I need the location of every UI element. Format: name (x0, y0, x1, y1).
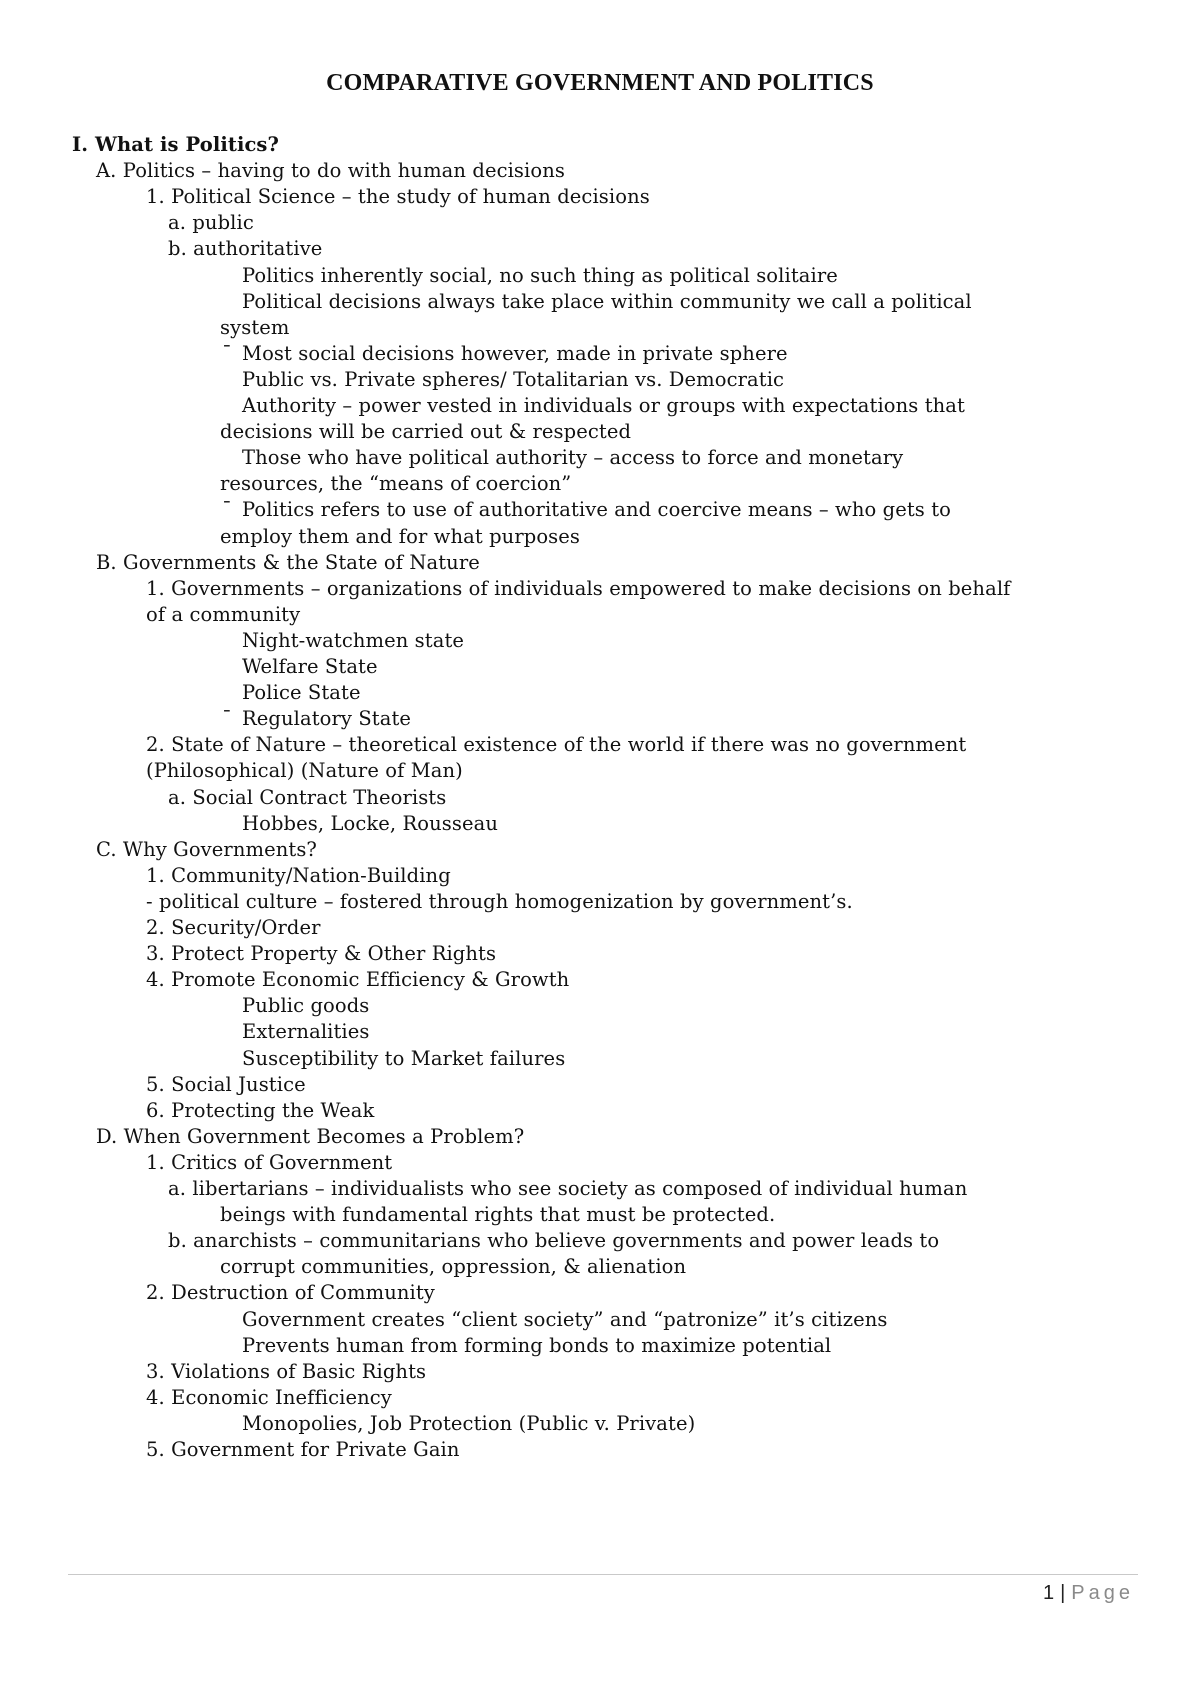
document-title: COMPARATIVE GOVERNMENT AND POLITICS (326, 70, 874, 96)
outline-line: a. Social Contract Theorists (168, 785, 447, 809)
outline-line: a. libertarians – individualists who see society as composed of individual human (168, 1177, 968, 1200)
outline-line: 2. Security/Order (146, 916, 321, 939)
section-heading: I. What is Politics? (72, 133, 280, 156)
outline-line: of a community (146, 602, 301, 626)
outline-line: Police State (242, 681, 361, 705)
outline-line: 1. Governments – organizations of individuals empowered to make decisions on behalf (146, 576, 1011, 600)
outline-line: (Philosophical) (Nature of Man) (146, 759, 463, 783)
footer-divider (68, 1574, 1138, 1575)
outline-line: a. public (168, 211, 254, 235)
outline-line: 2. Destruction of Community (146, 1281, 435, 1305)
outline-line: Authority – power vested in individuals or groups with expectations that (242, 394, 965, 417)
page-footer (1043, 1582, 1134, 1605)
outline-line: 1. Critics of Government (146, 1150, 393, 1174)
outline-line: b. authoritative (168, 237, 323, 261)
page-label: Page (1071, 1582, 1134, 1604)
outline-line: Regulatory State (242, 707, 412, 731)
bullet-marker: ¯ (222, 498, 232, 522)
outline-line: Prevents human from forming bonds to maximize potential (242, 1333, 832, 1357)
outline-line: Night-watchmen state (242, 628, 465, 652)
outline-line: 4. Promote Economic Efficiency & Growth (146, 968, 570, 992)
outline-line: - political culture – fostered through homogenization by government’s. (146, 889, 853, 913)
outline-line: 1. Community/Nation-Building (146, 863, 451, 887)
outline-line: 1. Political Science – the study of human decisions (146, 185, 650, 209)
outline-line: Politics refers to use of authoritative and coercive means – who gets to (242, 498, 951, 522)
page-number: 1 (1042, 1582, 1055, 1604)
outline-line: Most social decisions however, made in private sphere (242, 341, 788, 365)
outline-line: 5. Social Justice (146, 1072, 306, 1096)
outline-line: D. When Government Becomes a Problem? (96, 1124, 525, 1148)
outline-line: decisions will be carried out & respected (220, 420, 632, 444)
outline-line: b. anarchists – communitarians who believe governments and power leads to (168, 1229, 940, 1253)
outline-line: 3. Violations of Basic Rights (146, 1359, 427, 1383)
outline-line: employ them and for what purposes (220, 524, 581, 548)
outline-line: Welfare State (242, 655, 378, 678)
bullet-marker: ¯ (222, 341, 232, 365)
outline-line: Susceptibility to Market failures (242, 1046, 566, 1070)
outline-line: C. Why Governments? (96, 837, 317, 861)
outline-line: 4. Economic Inefficiency (146, 1385, 392, 1409)
outline-line: 6. Protecting the Weak (146, 1098, 375, 1122)
footer-separator: | (1060, 1582, 1066, 1604)
outline-line: Politics inherently social, no such thing as political solitaire (242, 263, 838, 287)
outline-line: B. Governments & the State of Nature (96, 550, 480, 574)
outline-line: Political decisions always take place within community we call a political (242, 289, 972, 313)
outline-line: A. Politics – having to do with human decisions (96, 159, 565, 183)
outline-line: corrupt communities, oppression, & alienation (220, 1255, 687, 1279)
outline-line: beings with fundamental rights that must be protected. (220, 1203, 776, 1227)
outline-line: 3. Protect Property & Other Rights (146, 942, 497, 966)
outline-line: 2. State of Nature – theoretical existence of the world if there was no government (146, 733, 967, 757)
outline-line: system (220, 315, 290, 339)
outline-line: Government creates “client society” and “patronize” it’s citizens (242, 1307, 888, 1331)
outline-line: resources, the “means of coercion” (220, 472, 572, 496)
outline-line: Hobbes, Locke, Rousseau (242, 811, 499, 835)
outline-line: Public vs. Private spheres/ Totalitarian vs. Democratic (242, 367, 785, 391)
outline-line: 5. Government for Private Gain (146, 1438, 460, 1461)
bullet-marker: ¯ (222, 707, 232, 731)
outline-line: Public goods (242, 994, 370, 1018)
outline-line: Externalities (242, 1020, 370, 1044)
outline-line: Those who have political authority – access to force and monetary (242, 446, 904, 470)
outline-line: Monopolies, Job Protection (Public v. Private) (242, 1411, 696, 1435)
